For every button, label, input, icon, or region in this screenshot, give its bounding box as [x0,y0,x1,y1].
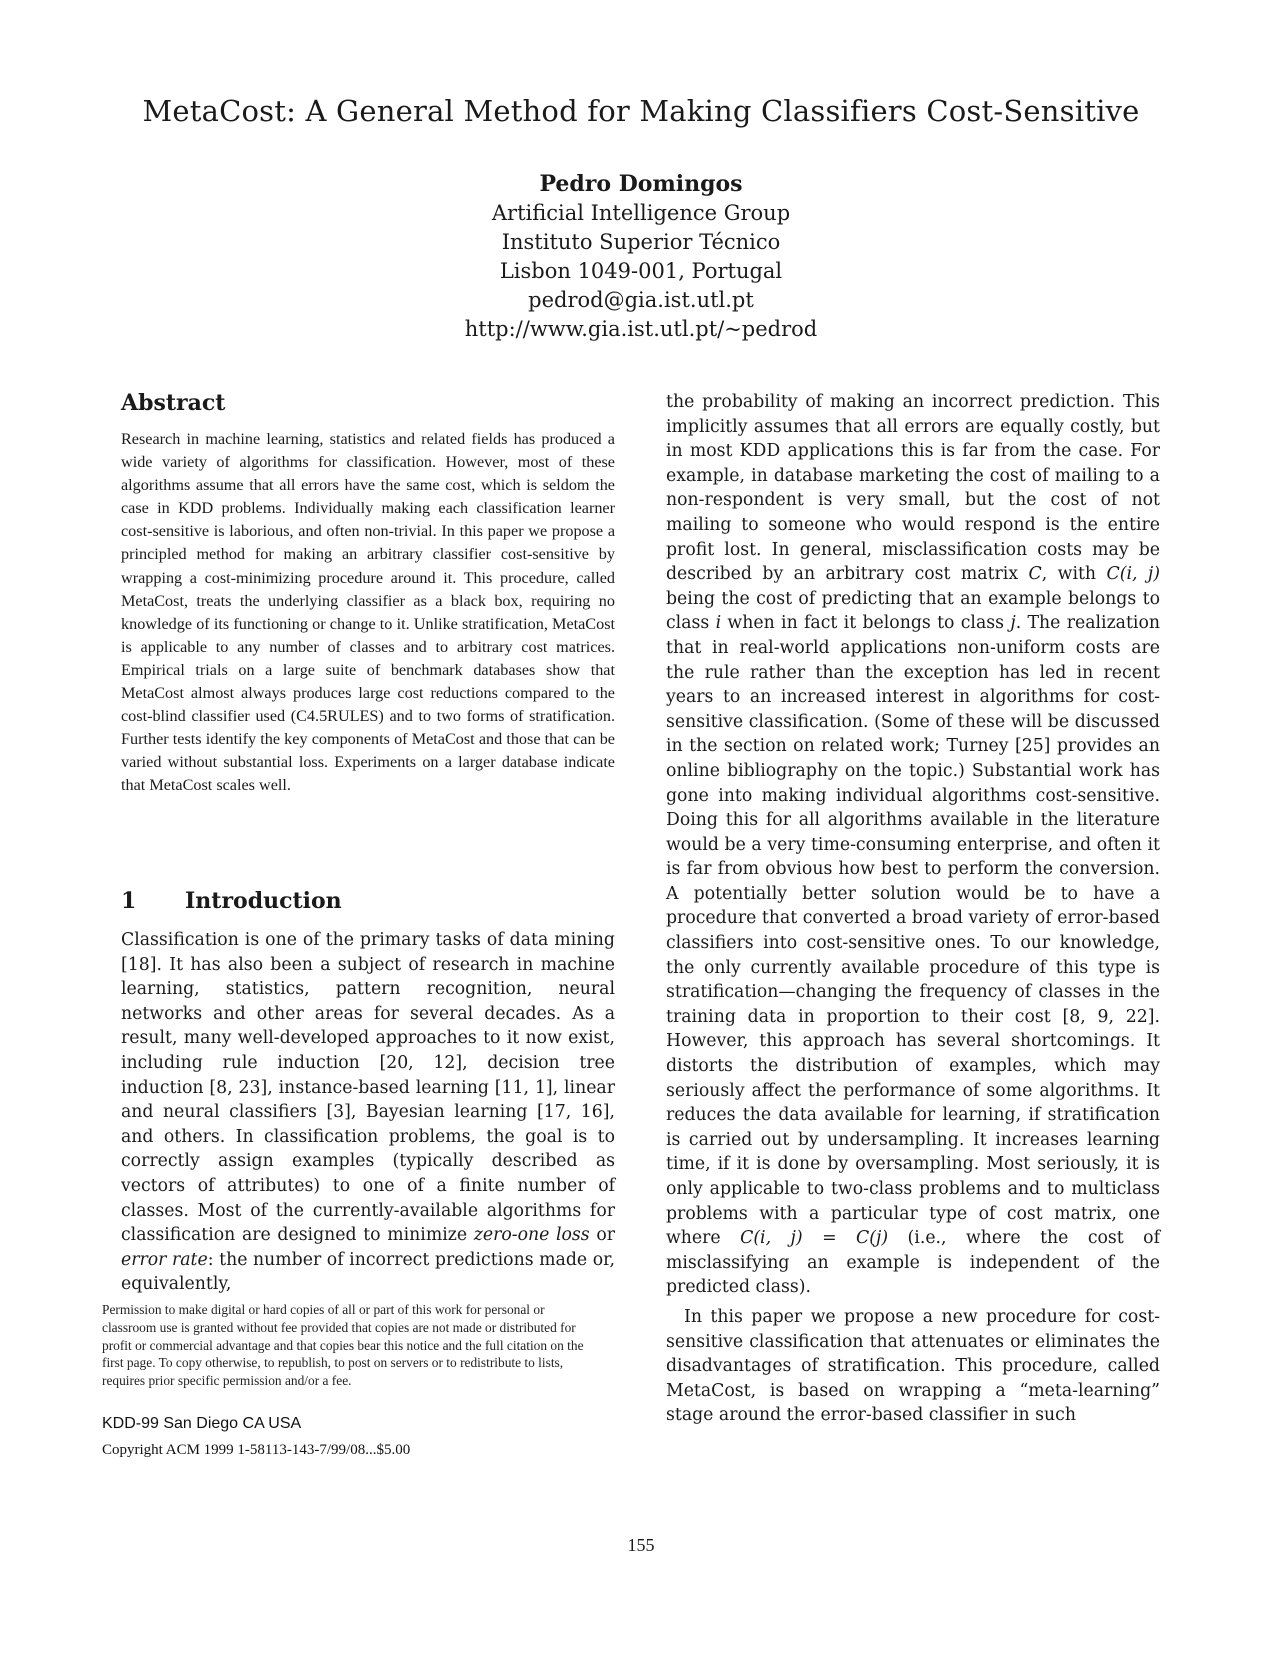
math-class-j: j [1010,613,1016,634]
section-number: 1 [121,888,137,914]
abstract-heading: Abstract [121,390,226,416]
section-heading-introduction [121,888,342,914]
section-title: Introduction [185,888,342,914]
copyright-notice: Copyright ACM 1999 1-58113-143-7/99/08...$5.00 [102,1442,411,1458]
intro-text-segment: Classification is one of the primary tasks of data mining [18]. It has also been a subject of research in machine learning, statistics, pattern recognition, neural networks and other areas for several decades. As a result, many well-developed approaches to it now exist, including rule induction [20, 12], decision tree induction [8, 23], instance-based learning [11, 1], linear and neural classifiers [3], Bayesian learning [17, 16], and others. In classification problems, the goal is to correctly assign examples (typically described as vectors of attributes) to one of a finite number of classes. Most of the currently-available algorithms for classification are designed to minimize [121,930,615,1246]
intro-text-segment: (i.e., where the cost of misclassifying an example is independent of the predicted class). [666,1228,1160,1298]
intro-term-error-rate: error rate [121,1249,208,1270]
conference-venue: KDD-99 San Diego CA USA [102,1415,302,1432]
author-name: Pedro Domingos [539,171,743,197]
author-homepage: http://www.gia.ist.utl.pt/~pedrod [464,317,818,341]
intro-text-segment: : the number of incorrect predictions made or, equivalently, [121,1249,615,1295]
introduction-paragraph-left [121,928,615,1297]
intro-text-segment: . The realization that in real-world applications non-uniform costs are the rule rather than the exception has led in recent years to an increased interest in algorithms for cost-sensitive classification. (Some of these will be discussed in the section on related work; Turney [25] provides an online bibliography on the topic.) Substantial work has gone into making individual algorithms cost-sensitive. Doing this for all algorithms available in the literature would be a very time-consuming enterprise, and often it is far from obvious how best to perform the conversion. A potentially better solution would be to have a procedure that converted a broad variety of error-based classifiers into cost-sensitive ones. To our knowledge, the only currently available procedure of this type is stratification—changing the frequency of classes in the training data in proportion to their cost [8, 9, 22]. However, this approach has several shortcomings. It distorts the distribution of examples, which may seriously affect the performance of some algorithms. It reduces the data available for learning, if stratification is carried out by undersampling. It increases learning time, if it is done by oversampling. Most seriously, it is only applicable to two-class problems and to multiclass problems with a particular type of cost matrix, one where [666,613,1160,1249]
introduction-paragraph-right [666,390,1160,1300]
abstract-text: Research in machine learning, statistics and related fields has produced a wide variety of algorithms for classification. However, most of these algorithms assume that all errors have the same cost, which is seldom the case in KDD problems. Individually making each classification learner cost-sensitive is laborious, and often non-trivial. In this paper we propose a principled method for making an arbitrary classifier cost-sensitive by wrapping a cost-minimizing procedure around it. This procedure, called MetaCost, treats the underlying classifier as a black box, requiring no knowledge of its functioning or change to it. Unlike stratification, MetaCost is applicable to any number of classes and to arbitrary cost matrices. Empirical trials on a large suite of benchmark databases show that MetaCost almost always produces large cost reductions compared to the cost-blind classifier used (C4.5RULES) and to two forms of stratification. Further tests identify the key components of MetaCost and those that can be varied without substantial loss. Experiments on a larger database indicate that MetaCost scales well. [121,430,615,795]
intro-text-segment: or [589,1225,615,1246]
math-class-i: i [715,613,722,634]
intro-text-segment: being the cost of predicting that an example belongs to class [666,588,1160,634]
author-email: pedrod@gia.ist.utl.pt [528,288,754,312]
page-number: 155 [627,1535,655,1555]
intro-text-segment: when in fact it belongs to class [721,613,1011,634]
introduction-paragraph-proposal: In this paper we propose a new procedure for cost-sensitive classification that attenuates or eliminates the disadvantages of stratification. This procedure, called MetaCost, is based on wrapping a “meta-learning” stage around the error-based classifier in such [666,1307,1160,1426]
author-affiliation-institute: Instituto Superior Técnico [501,230,781,254]
author-address: Lisbon 1049-001, Portugal [499,259,783,283]
math-cost-matrix: C [1028,564,1042,585]
intro-text-segment: the probability of making an incorrect prediction. This implicitly assumes that all errors are equally costly, but in most KDD applications this is far from the case. For example, in database marketing the cost of mailing to a non-respondent is very small, but the cost of not mailing to someone who would respond is the entire profit lost. In general, misclassification costs may be described by an arbitrary cost matrix [666,392,1160,585]
math-cost-equation: C(i, j) = C(j) [740,1228,889,1249]
author-block [341,170,941,344]
author-affiliation-group: Artificial Intelligence Group [491,201,791,225]
math-cost-entry: C(i, j) [1106,564,1160,585]
intro-term-zero-one-loss: zero-one loss [473,1225,590,1246]
intro-text-segment: , with [1041,564,1107,585]
paper-title: MetaCost: A General Method for Making Classifiers Cost-Sensitive [142,94,1140,128]
permission-footnote: Permission to make digital or hard copies of all or part of this work for personal or classroom use is granted without fee provided that copies are not made or distributed for profit or commercial advantage and that copies bear this notice and the full citation on the first page. To copy otherwise, to republish, to post on servers or to redistribute to lists, requires prior specific permission and/or a fee. [102,1302,584,1389]
